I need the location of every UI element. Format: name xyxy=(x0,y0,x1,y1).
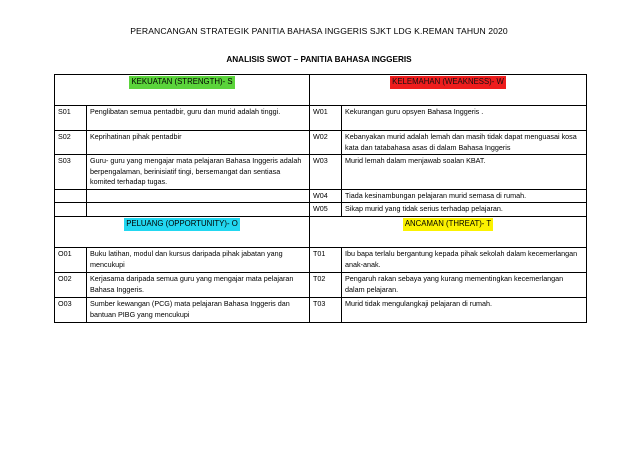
s-text: Keprihatinan pihak pentadbir xyxy=(87,131,310,155)
table-row xyxy=(55,106,587,131)
o-code: O01 xyxy=(55,248,87,273)
w-text: Kebanyakan murid adalah lemah dan masih tidak dapat menguasai kosa kata dan tatabahasa asas di dalam Bahasa Inggeris xyxy=(342,131,587,155)
weakness-heading: KELEMAHAN (WEAKNESS)- W xyxy=(390,76,506,89)
sw-heading-row xyxy=(55,75,587,106)
t-text: Pengaruh rakan sebaya yang kurang mementingkan kecemerlangan dalam pelajaran. xyxy=(342,273,587,298)
w-text: Sikap murid yang tidak serius terhadap pelajaran. xyxy=(342,203,587,217)
t-code: T02 xyxy=(310,273,342,298)
w-code: W02 xyxy=(310,131,342,155)
strength-heading-cell xyxy=(55,75,310,106)
o-code: O02 xyxy=(55,273,87,298)
t-code: T01 xyxy=(310,248,342,273)
o-text: Sumber kewangan (PCG) mata pelajaran Bahasa Inggeris dan bantuan PIBG yang mencukupi xyxy=(87,298,310,323)
s-code: S01 xyxy=(55,106,87,131)
t-code: T03 xyxy=(310,298,342,323)
swot-table xyxy=(54,74,587,323)
table-row xyxy=(55,131,587,155)
w-code: W04 xyxy=(310,189,342,203)
s-text xyxy=(87,203,310,217)
threat-heading-cell xyxy=(310,217,587,248)
s-code: S02 xyxy=(55,131,87,155)
table-row xyxy=(55,298,587,323)
opportunity-heading: PELUANG (OPPORTUNITY)- O xyxy=(124,218,240,231)
s-code: S03 xyxy=(55,155,87,190)
strength-heading: KEKUATAN (STRENGTH)- S xyxy=(129,76,234,89)
threat-heading: ANCAMAN (THREAT)- T xyxy=(403,218,493,231)
opportunity-heading-cell xyxy=(55,217,310,248)
s-text: Penglibatan semua pentadbir, guru dan murid adalah tinggi. xyxy=(87,106,310,131)
s-text xyxy=(87,189,310,203)
w-text: Tiada kesinambungan pelajaran murid semasa di rumah. xyxy=(342,189,587,203)
w-text: Kekurangan guru opsyen Bahasa Inggeris . xyxy=(342,106,587,131)
s-code xyxy=(55,203,87,217)
o-code: O03 xyxy=(55,298,87,323)
table-row xyxy=(55,189,587,203)
w-code: W03 xyxy=(310,155,342,190)
o-text: Kerjasama daripada semua guru yang mengajar mata pelajaran Bahasa Inggeris. xyxy=(87,273,310,298)
weakness-heading-cell xyxy=(310,75,587,106)
w-code: W05 xyxy=(310,203,342,217)
table-row xyxy=(55,155,587,190)
table-row xyxy=(55,203,587,217)
ot-heading-row xyxy=(55,217,587,248)
o-text: Buku latihan, modul dan kursus daripada pihak jabatan yang mencukupi xyxy=(87,248,310,273)
t-text: Murid tidak mengulangkaji pelajaran di rumah. xyxy=(342,298,587,323)
s-text: Guru- guru yang mengajar mata pelajaran Bahasa Inggeris adalah berpengalaman, berinisiatif tingi, bersemangat dan sentiasa komited terhadap tugas. xyxy=(87,155,310,190)
w-code: W01 xyxy=(310,106,342,131)
t-text: Ibu bapa terlalu bergantung kepada pihak sekolah dalam kecemerlangan anak-anak. xyxy=(342,248,587,273)
table-row xyxy=(55,273,587,298)
s-code xyxy=(55,189,87,203)
w-text: Murid lemah dalam menjawab soalan KBAT. xyxy=(342,155,587,190)
document-title: ANALISIS SWOT – PANITIA BAHASA INGGERIS xyxy=(226,55,412,64)
document-header: PERANCANGAN STRATEGIK PANITIA BAHASA INGGERIS SJKT LDG K.REMAN TAHUN 2020 xyxy=(130,26,508,36)
table-row xyxy=(55,248,587,273)
